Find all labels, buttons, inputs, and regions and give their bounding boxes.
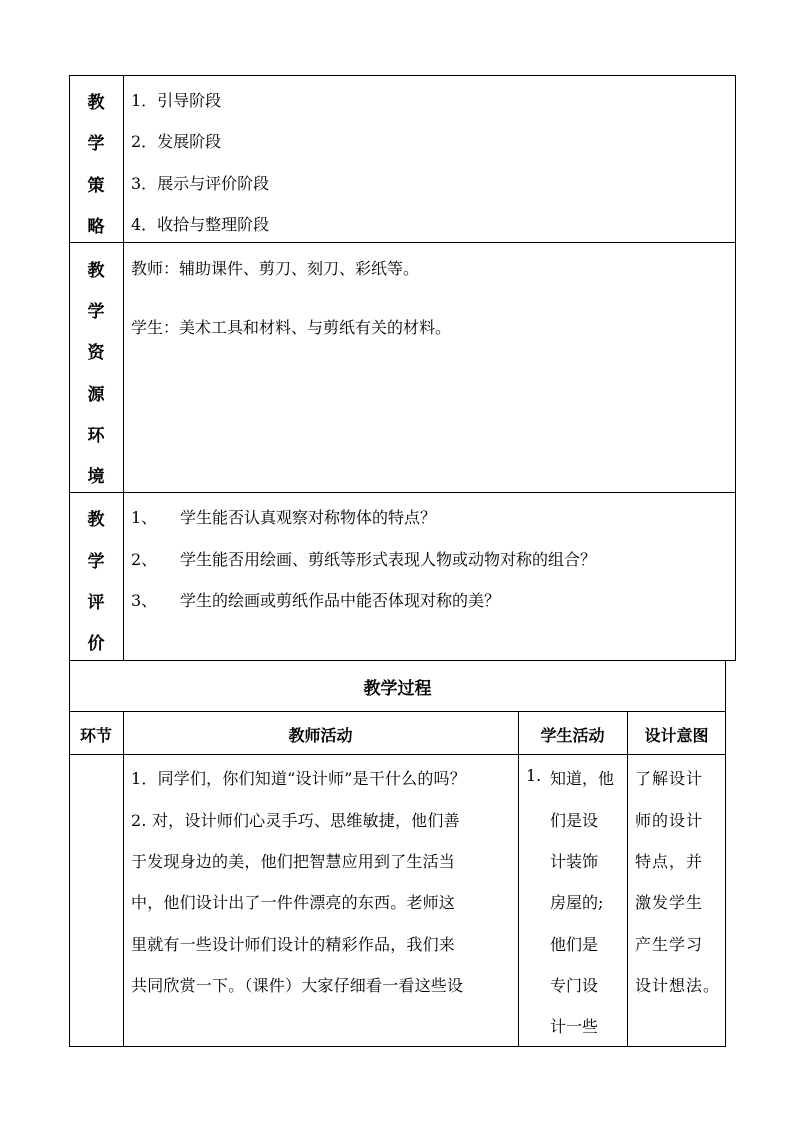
teacher-activity-line: 于发现身边的美，他们把智慧应用到了生活当 — [131, 852, 456, 871]
strategy-item: 3．展示与评价阶段 — [131, 174, 270, 193]
evaluation-item-text: 学生能否用绘画、剪纸等形式表现人物或动物对称的组合？ — [180, 550, 597, 569]
strategy-item: 2．发展阶段 — [131, 132, 222, 151]
evaluation-label-char: 价 — [87, 634, 105, 654]
design-intent-line: 师的设计 — [635, 811, 704, 830]
student-activity-line: 专门设 — [550, 976, 599, 995]
teacher-activity-line: 共同欣赏一下。（课件）大家仔细看一看这些设 — [131, 976, 464, 995]
evaluation-label-char: 学 — [87, 552, 105, 572]
design-intent-line: 特点，并 — [635, 852, 704, 871]
strategy-label-char: 学 — [87, 134, 105, 154]
design-intent-line: 设计想法。 — [635, 976, 721, 995]
teacher-activity-line: 2. 对，设计师们心灵手巧、思维敏捷，他们善 — [131, 811, 460, 830]
process-title: 教学过程 — [363, 679, 432, 699]
header-stage: 环节 — [79, 726, 112, 745]
resources-label-char: 学 — [87, 302, 105, 322]
student-activity-line: 们是设 — [550, 811, 599, 830]
header-design-intent: 设计意图 — [644, 726, 709, 745]
header-student-activity: 学生活动 — [540, 726, 605, 745]
strategy-label-char: 策 — [87, 176, 105, 196]
resources-student-text: 学生：美术工具和材料、与剪纸有关的材料。 — [131, 318, 452, 337]
resources-label-char: 源 — [87, 385, 105, 405]
teacher-activity-line: 中，他们设计出了一件件漂亮的东西。老师这 — [131, 893, 456, 912]
design-intent-line: 产生学习 — [635, 935, 704, 954]
strategy-item: 4．收拾与整理阶段 — [131, 215, 270, 234]
evaluation-label-char: 教 — [87, 510, 105, 530]
student-activity-line: 计一些 — [550, 1017, 599, 1036]
student-activity-line: 他们是 — [550, 935, 599, 954]
resources-label-char: 境 — [87, 467, 105, 487]
design-intent-line: 激发学生 — [635, 893, 704, 912]
evaluation-item-text: 学生的绘画或剪纸作品中能否体现对称的美？ — [180, 591, 501, 610]
resources-label-char: 环 — [87, 426, 105, 446]
evaluation-item-number: 3、 — [131, 591, 158, 610]
evaluation-item-text: 学生能否认真观察对称物体的特点？ — [180, 508, 437, 527]
design-intent-line: 了解设计 — [635, 769, 704, 788]
teacher-activity-line: 1．同学们，你们知道“设计师”是干什么的吗？ — [131, 769, 466, 788]
teacher-activity-line: 里就有一些设计师们设计的精彩作品，我们来 — [131, 935, 456, 954]
strategy-label-char: 略 — [87, 217, 105, 237]
strategy-item: 1．引导阶段 — [131, 91, 222, 110]
header-teacher-activity: 教师活动 — [288, 726, 353, 745]
resources-label-char: 教 — [87, 261, 105, 281]
student-activity-line: 计装饰 — [550, 852, 599, 871]
strategy-label-char: 教 — [87, 93, 105, 113]
resources-teacher-text: 教师：辅助课件、剪刀、刻刀、彩纸等。 — [131, 259, 420, 278]
evaluation-label-char: 评 — [87, 593, 105, 613]
evaluation-item-number: 1、 — [131, 508, 158, 527]
evaluation-item-number: 2、 — [131, 550, 158, 569]
student-activity-line: 知道，他 — [550, 769, 615, 788]
student-activity-line: 房屋的; — [550, 893, 604, 912]
student-activity-number: 1. — [526, 766, 542, 785]
resources-label-char: 资 — [87, 343, 105, 363]
